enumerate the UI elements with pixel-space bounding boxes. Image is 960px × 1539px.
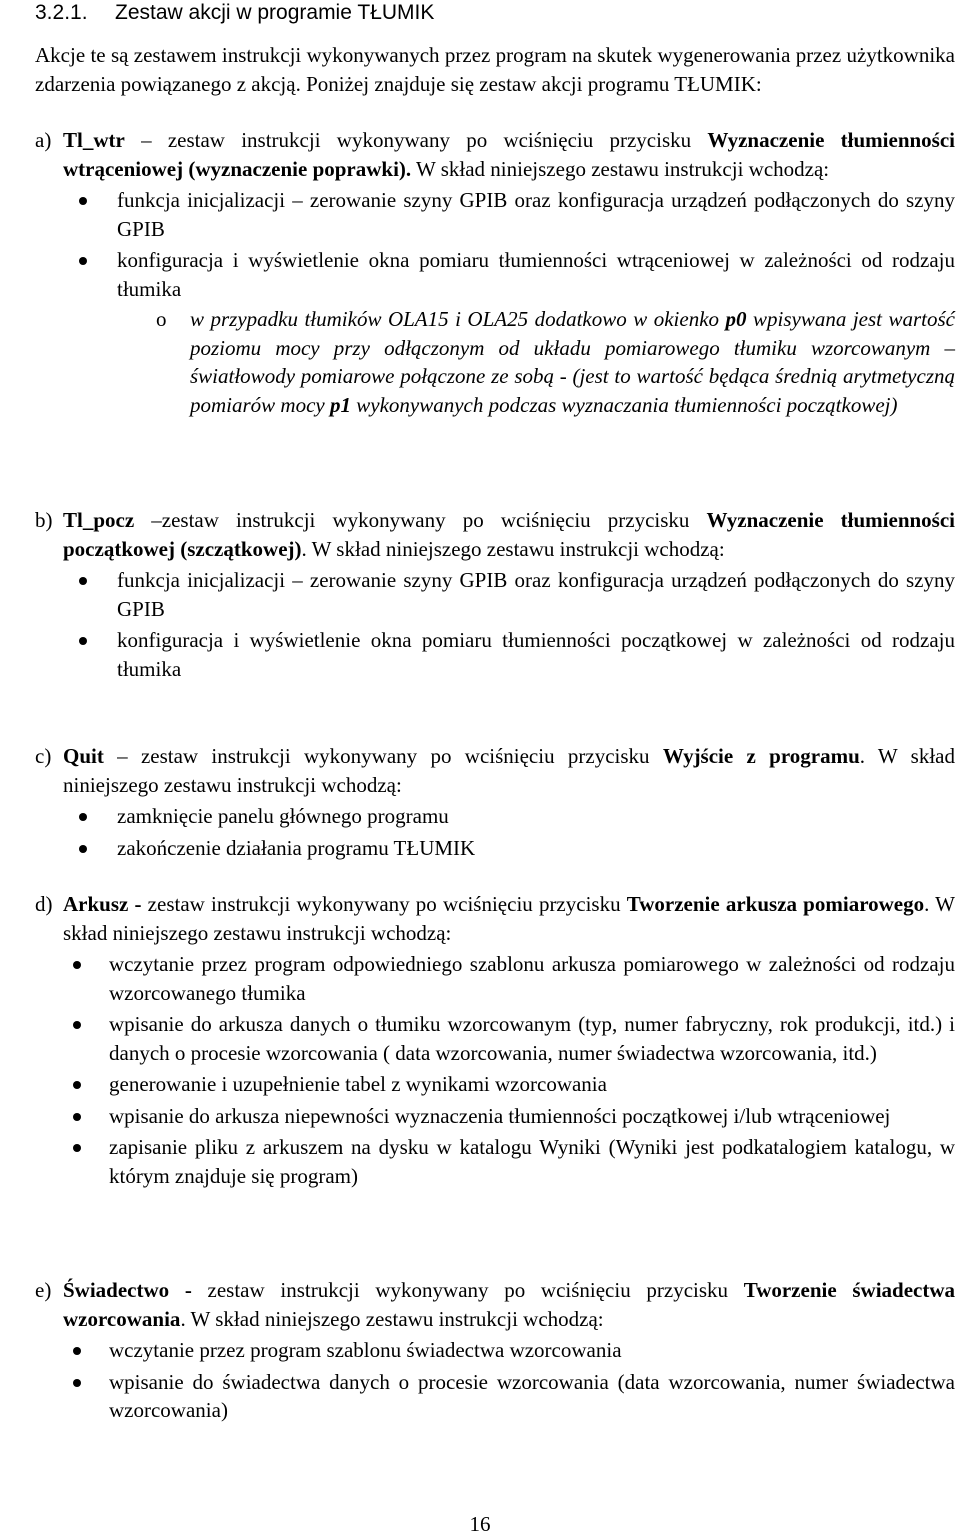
action-a-rest: W skład niniejszego zestawu instrukcji wchodzą: <box>411 156 830 181</box>
list-item <box>35 834 955 863</box>
action-a <box>35 126 955 419</box>
section-heading <box>35 0 434 28</box>
intro-paragraph: Akcje te są zestawem instrukcji wykonywanych przez program na skutek wygenerowania przez użytkownika zdarzenia powiązanego z akcją. Poniżej znajduje się zestaw akcji programu TŁUMIK: <box>35 43 955 96</box>
action-e-name: Świadectwo - <box>63 1278 192 1302</box>
sub-text-2: wpisywana jest wartość poziomu mocy przy odłączonym od układu pomiarowego tłumiku wzorcowanym – światłowody pomiarowe połączone ze sobą - (jest to wartość będąca średnią arytmetyczną pomiarów mocy <box>190 307 956 417</box>
action-d <box>35 890 955 1190</box>
section-number: 3.2.1. <box>35 1 88 24</box>
list-item <box>35 626 955 683</box>
list-item-text: wpisanie do świadectwa danych o procesie wzorcowania (data wzorcowania, numer świadectwa wzorcowania) <box>109 1369 955 1422</box>
action-a-desc: – zestaw instrukcji wykonywany po wciśnięciu przycisku <box>124 128 708 152</box>
list-item-text: funkcja inicjalizacji – zerowanie szyny GPIB oraz konfiguracja urządzeń podłączonych do szyny GPIB <box>117 188 955 241</box>
sub-bold-2: p1 <box>330 392 351 417</box>
action-c-name: Quit <box>63 744 104 768</box>
action-a-letter: a) <box>35 128 52 152</box>
list-item <box>35 1368 955 1425</box>
action-e-description <box>63 1276 955 1333</box>
list-item <box>35 566 955 623</box>
action-d-name: Arkusz - <box>63 892 142 916</box>
action-e-desc: zestaw instrukcji wykonywany po wciśnięciu przycisku <box>191 1278 744 1302</box>
action-d-description <box>63 890 955 947</box>
list-item-text: wpisanie do arkusza danych o tłumiku wzorcowanym (typ, numer fabryczny, rok produkcji, itd.) i danych o procesie wzorcowania ( data wzorcowania, numer świadectwa wzorcowania, itd.) <box>109 1012 955 1065</box>
sub-bold-1: p0 <box>725 307 747 331</box>
list-item-text: wczytanie przez program odpowiedniego szablonu arkusza pomiarowego w zależności od rodzaju wzorcowanego tłumika <box>109 952 955 1005</box>
sub-list-item <box>35 305 955 419</box>
list-item <box>35 246 955 303</box>
action-e <box>35 1276 955 1425</box>
list-item <box>35 802 955 831</box>
list-item <box>35 1336 955 1365</box>
action-b <box>35 506 955 683</box>
action-d-button-name: Tworzenie arkusza pomiarowego <box>626 892 925 916</box>
list-item-text: generowanie i uzupełnienie tabel z wynikami wzorcowania <box>109 1072 607 1096</box>
action-d-rest: . W skład niniejszego zestawu instrukcji wchodzą: <box>63 892 955 945</box>
action-e-button-name: Tworzenie świadectwa wzorcowania <box>63 1278 956 1331</box>
action-a-button-name: Wyznaczenie tłumienności wtrąceniowej (wyznaczenie poprawki). <box>63 128 955 181</box>
list-item-text: wczytanie przez program szablonu świadectwa wzorcowania <box>109 1338 622 1362</box>
action-c-description <box>63 742 955 799</box>
list-item <box>35 186 955 243</box>
sub-bullet-icon: o <box>156 307 167 331</box>
list-item <box>35 1133 955 1190</box>
action-c-rest: . W skład niniejszego zestawu instrukcji wchodzą: <box>63 744 955 797</box>
list-item-text: wpisanie do arkusza niepewności wyznaczenia tłumienności początkowej i/lub wtrąceniowej <box>109 1103 891 1128</box>
action-e-rest: . W skład niniejszego zestawu instrukcji wchodzą: <box>180 1306 604 1331</box>
bullet-icon <box>79 637 87 645</box>
action-c-button-name: Wyjście z programu <box>662 744 860 768</box>
list-item-text: zakończenie działania programu TŁUMIK <box>117 835 476 860</box>
action-a-name: Tl_wtr <box>63 128 125 152</box>
action-b-button-name: Wyznaczenie tłumienności początkowej (szczątkowej) <box>63 508 956 561</box>
action-b-desc: –zestaw instrukcji wykonywany po wciśnięciu przycisku <box>134 508 707 532</box>
bullet-icon <box>79 577 87 585</box>
action-c-desc: – zestaw instrukcji wykonywany po wciśnięciu przycisku <box>103 744 663 768</box>
action-b-description <box>63 506 955 563</box>
bullet-icon <box>73 1021 81 1029</box>
action-d-desc: zestaw instrukcji wykonywany po wciśnięciu przycisku <box>141 892 627 916</box>
list-item <box>35 1010 955 1067</box>
list-item-text: zapisanie pliku z arkuszem na dysku w katalogu Wyniki (Wyniki jest podkatalogiem katalogu, w którym znajduje się program) <box>109 1135 955 1188</box>
action-c <box>35 742 955 862</box>
action-c-letter: c) <box>35 744 52 768</box>
list-item-text: konfiguracja i wyświetlenie okna pomiaru tłumienności wtrąceniowej w zależności od rodzaju tłumika <box>117 248 955 301</box>
action-d-letter: d) <box>35 892 53 916</box>
action-b-name: Tl_pocz <box>63 508 135 532</box>
action-a-description <box>63 126 955 183</box>
sub-text-1: w przypadku tłumików OLA15 i OLA25 dodatkowo w okienko <box>190 307 726 331</box>
bullet-icon <box>73 1144 81 1152</box>
list-item-text: funkcja inicjalizacji – zerowanie szyny GPIB oraz konfiguracja urządzeń podłączonych do szyny GPIB <box>117 568 955 621</box>
section-title: Zestaw akcji w programie TŁUMIK <box>115 1 435 24</box>
bullet-icon <box>79 845 87 853</box>
list-item-text: konfiguracja i wyświetlenie okna pomiaru tłumienności początkowej w zależności od rodzaju tłumika <box>117 628 955 681</box>
bullet-icon <box>79 197 87 205</box>
list-item <box>35 1102 955 1131</box>
action-b-rest: . W skład niniejszego zestawu instrukcji wchodzą: <box>301 536 725 561</box>
sub-text-3: wykonywanych podczas wyznaczania tłumienności początkowej) <box>351 392 898 417</box>
bullet-icon <box>73 1347 81 1355</box>
bullet-icon <box>73 961 81 969</box>
bullet-icon <box>79 813 87 821</box>
action-b-letter: b) <box>35 508 53 532</box>
list-item-text: zamknięcie panelu głównego programu <box>117 804 449 828</box>
bullet-icon <box>73 1379 81 1387</box>
page-number: 16 <box>469 1512 491 1536</box>
list-item <box>35 1070 955 1099</box>
list-item <box>35 950 955 1007</box>
action-e-letter: e) <box>35 1278 52 1302</box>
bullet-icon <box>73 1081 81 1089</box>
bullet-icon <box>73 1113 81 1121</box>
bullet-icon <box>79 257 87 265</box>
